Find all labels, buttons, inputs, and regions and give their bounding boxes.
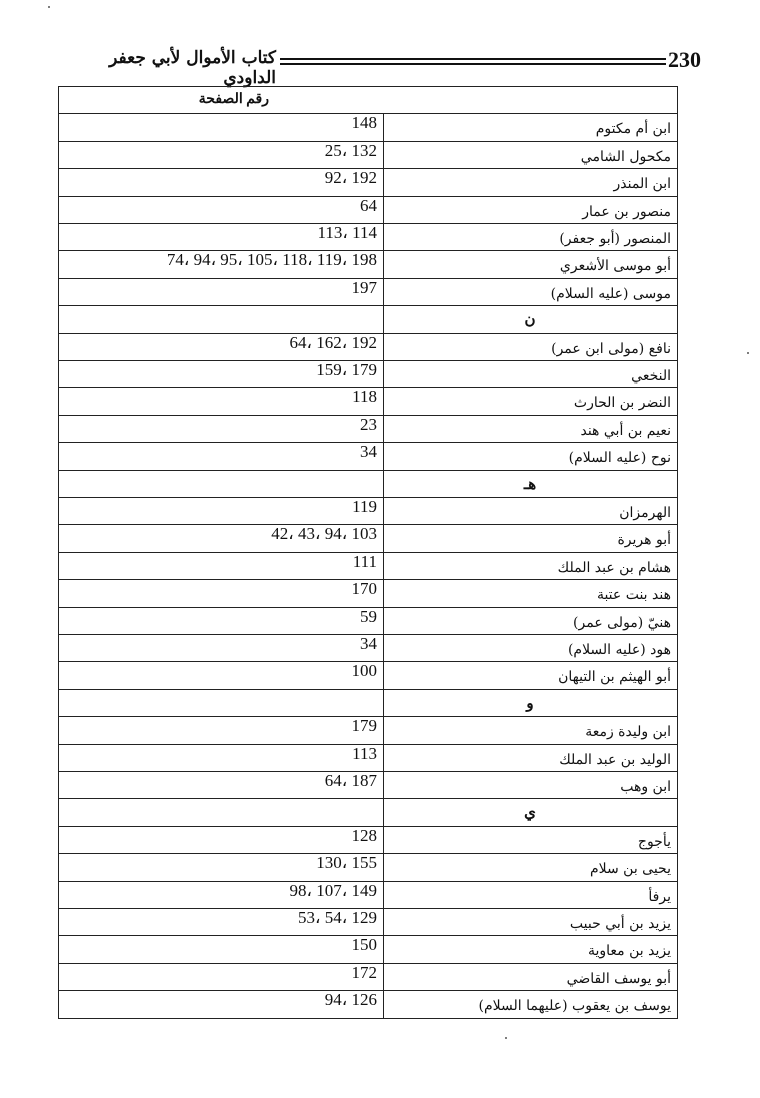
page-numbers-cell: 34 — [360, 634, 377, 653]
page-numbers-cell: 159، 179 — [316, 360, 377, 379]
name-cell: أبو الهيثم بن التيهان — [558, 669, 671, 686]
page-numbers-cell: 92، 192 — [324, 168, 377, 188]
name-cell: يأجوج — [637, 833, 671, 850]
name-cell: ابن المنذر — [613, 176, 671, 193]
page-numbers-cell: 64 — [360, 195, 377, 215]
table-row — [59, 854, 677, 881]
name-cell: المنصور (أبو جعفر) — [559, 231, 671, 247]
column-divider — [383, 498, 384, 524]
page-numbers-cell: 64، 187 — [324, 771, 377, 790]
name-cell: يزيد بن معاوية — [587, 943, 671, 960]
table-row — [59, 635, 677, 662]
page-numbers-cell: 172 — [351, 962, 377, 982]
table-row — [59, 114, 677, 141]
column-divider — [383, 416, 384, 442]
page-numbers-cell: 34 — [360, 442, 377, 462]
table-row — [59, 443, 677, 470]
name-cell: يوسف بن يعقوب (عليهما السلام) — [478, 998, 671, 1015]
column-divider — [383, 608, 384, 634]
column-divider — [383, 169, 384, 195]
page-numbers-cell: 25، 132 — [324, 140, 377, 160]
name-cell: نافع (مولى ابن عمر) — [551, 340, 671, 357]
name-cell: يزيد بن أبي حبيب — [569, 916, 671, 932]
column-divider — [383, 306, 384, 332]
column-divider — [383, 114, 384, 140]
table-row — [59, 361, 677, 388]
table-row — [59, 827, 677, 854]
scan-speck — [747, 352, 749, 354]
section-letter: ي — [524, 803, 536, 822]
column-header-page-number: رقم الصفحة — [198, 92, 269, 107]
book-title: كتاب الأموال لأبي جعفر الداودي — [109, 48, 276, 88]
name-cell: هند بنت عتبة — [596, 587, 671, 604]
table-row — [59, 388, 677, 415]
page-numbers-cell: 150 — [351, 935, 377, 955]
page-numbers-cell: 197 — [351, 277, 377, 297]
table-row — [59, 991, 677, 1018]
table-row — [59, 525, 677, 552]
name-cell: نعيم بن أبي هند — [580, 422, 671, 439]
column-divider — [383, 279, 384, 305]
name-cell: النخعي — [631, 368, 671, 384]
page-header — [58, 44, 701, 88]
table-row — [59, 197, 677, 224]
column-divider — [383, 964, 384, 990]
name-cell: النضر بن الحارث — [573, 395, 671, 412]
table-row — [59, 279, 677, 306]
column-divider — [383, 334, 384, 360]
column-divider — [383, 251, 384, 277]
name-cell: هشام بن عبد الملك — [557, 559, 671, 576]
page-numbers-cell: 100 — [351, 661, 377, 681]
page-numbers-cell: 179 — [351, 716, 377, 736]
name-cell: أبو يوسف القاضي — [566, 970, 671, 987]
table-row — [59, 334, 677, 361]
table-row — [59, 964, 677, 991]
page-numbers-cell: 23 — [360, 414, 377, 434]
column-divider — [383, 991, 384, 1018]
name-cell: موسى (عليه السلام) — [550, 285, 671, 302]
column-divider — [383, 635, 384, 661]
column-divider — [383, 662, 384, 688]
table-row — [59, 608, 677, 635]
column-divider — [383, 443, 384, 469]
name-cell: ابن وهب — [620, 779, 671, 795]
page-numbers-cell: 42، 43، 94، 103 — [271, 524, 377, 544]
column-divider — [383, 580, 384, 606]
page-numbers-cell: 94، 126 — [324, 990, 377, 1010]
column-divider — [383, 745, 384, 771]
column-divider — [383, 690, 384, 716]
name-cell: يرفأ — [648, 888, 671, 905]
column-divider — [383, 827, 384, 853]
page-numbers-cell: 113 — [352, 743, 377, 763]
table-row — [59, 909, 677, 936]
column-divider — [383, 525, 384, 551]
scan-speck — [505, 1037, 507, 1039]
table-header-row — [59, 87, 677, 114]
name-cell: الوليد بن عبد الملك — [559, 751, 671, 768]
page-numbers-cell: 118 — [352, 387, 377, 407]
table-row — [59, 580, 677, 607]
column-divider — [383, 361, 384, 387]
column-divider — [383, 142, 384, 168]
page-numbers-cell: 59 — [360, 606, 377, 626]
page-numbers-cell: 170 — [351, 579, 377, 599]
page-numbers-cell: 119 — [352, 497, 377, 516]
name-cell: أبو هريرة — [617, 532, 671, 549]
section-letter: هـ — [523, 474, 537, 493]
table-row — [59, 745, 677, 772]
letter-section-row — [59, 690, 677, 717]
column-divider — [383, 772, 384, 798]
page-numbers-cell: 130، 155 — [316, 853, 377, 873]
page-numbers-cell: 98، 107، 149 — [289, 880, 377, 900]
page-number: 230 — [668, 47, 701, 72]
scan-speck — [48, 6, 50, 8]
name-cell: نوح (عليه السلام) — [568, 450, 671, 467]
name-cell: يحيى بن سلام — [589, 861, 671, 878]
page-numbers-cell: 74، 94، 95، 105، 118، 119، 198 — [166, 250, 377, 270]
column-divider — [383, 471, 384, 497]
letter-section-row — [59, 799, 677, 826]
page-numbers-cell: 64، 162، 192 — [289, 332, 377, 352]
page-numbers-cell: 113، 114 — [317, 223, 377, 242]
column-divider — [383, 717, 384, 743]
table-row — [59, 498, 677, 525]
letter-section-row — [59, 306, 677, 333]
name-cell: الهرمزان — [619, 505, 671, 521]
name-cell: ابن أم مكتوم — [595, 121, 671, 138]
column-divider — [383, 197, 384, 223]
letter-section-row — [59, 471, 677, 498]
page-numbers-cell: 148 — [351, 113, 377, 133]
name-cell: مكحول الشامي — [580, 148, 671, 165]
column-divider — [383, 388, 384, 414]
column-divider — [383, 909, 384, 935]
name-cell: ابن وليدة زمعة — [585, 724, 671, 741]
table-row — [59, 251, 677, 278]
header-double-rule — [280, 58, 666, 65]
table-row — [59, 662, 677, 689]
column-divider — [383, 882, 384, 908]
table-row — [59, 553, 677, 580]
table-row — [59, 772, 677, 799]
column-divider — [383, 936, 384, 962]
section-letter: و — [526, 693, 534, 712]
page-numbers-cell: 128 — [351, 825, 377, 845]
name-cell: هنيّ (مولى عمر) — [573, 614, 671, 631]
page-numbers-cell: 111 — [352, 551, 377, 571]
table-row — [59, 224, 677, 251]
column-divider — [383, 553, 384, 579]
name-cell: هود (عليه السلام) — [567, 642, 671, 658]
table-row — [59, 936, 677, 963]
section-letter: ن — [524, 310, 536, 329]
column-divider — [383, 224, 384, 250]
table-row — [59, 882, 677, 909]
column-divider — [383, 799, 384, 825]
column-divider — [383, 854, 384, 880]
table-row — [59, 416, 677, 443]
name-cell: أبو موسى الأشعري — [559, 258, 671, 275]
table-row — [59, 169, 677, 196]
index-table — [58, 86, 678, 1019]
table-row — [59, 717, 677, 744]
table-row — [59, 142, 677, 169]
page-numbers-cell: 53، 54، 129 — [298, 908, 377, 927]
name-cell: منصور بن عمار — [582, 203, 671, 220]
